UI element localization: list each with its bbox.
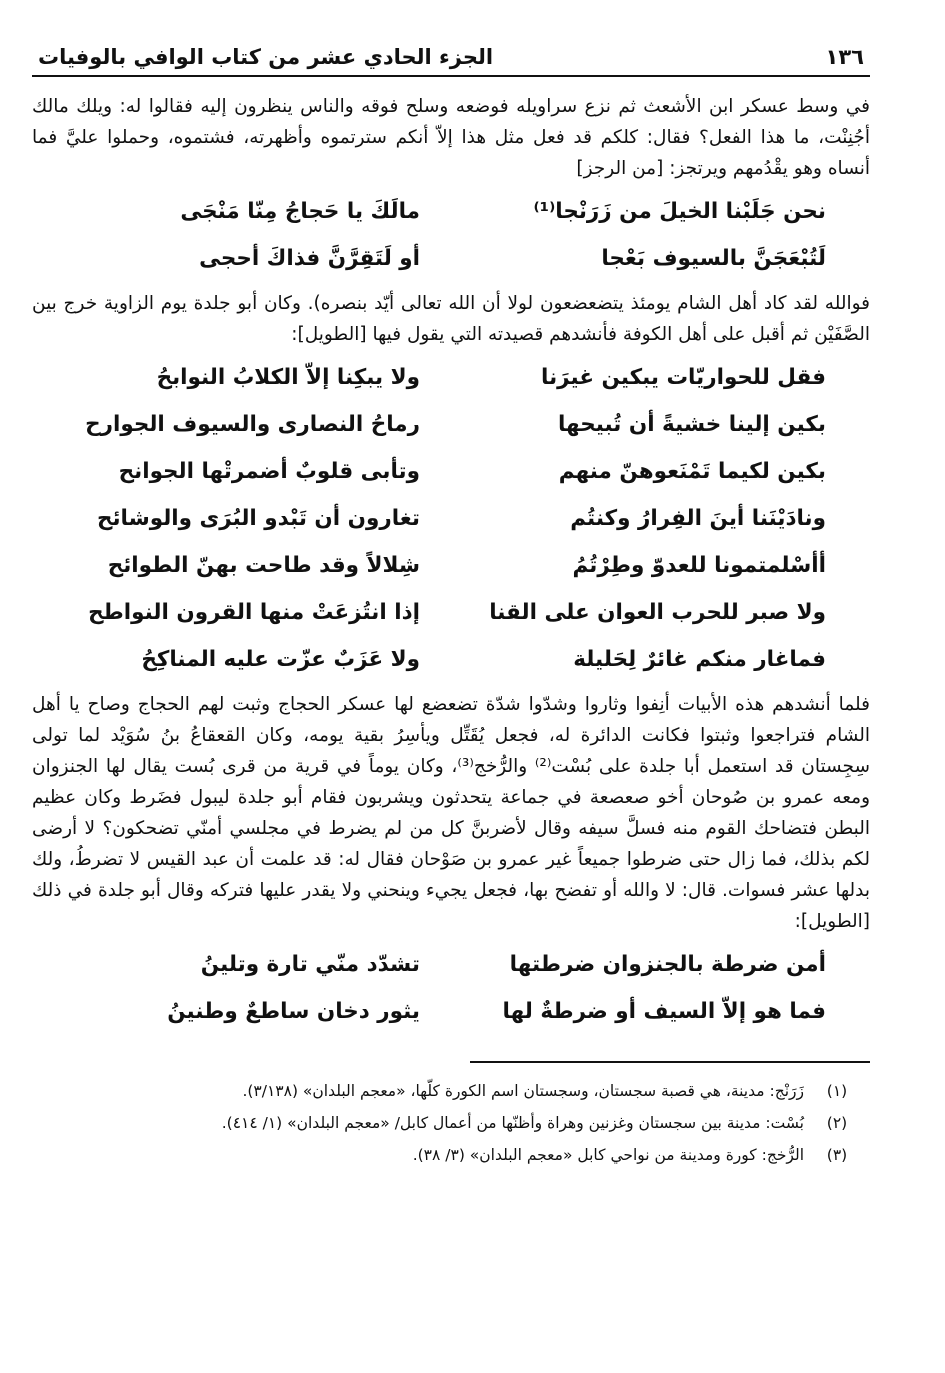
running-title: الجزء الحادي عشر من كتاب الوافي بالوفيات	[38, 45, 494, 69]
paragraph-3: فلما أنشدهم هذه الأبيات أنِفوا وثاروا وشدّوا شدّة تضعضع لها عسكر الحجاج وثبت لهم الحجاج وصاح يا أهل الشام فتراجعوا وثبتوا فكانت الدائرة له، فجعل يُقَتِّل ويأسِرُ بقية يومه، وكان القعقاعُ بنُ سُوَيْد لما تولى سِجِستان قد استعمل أبا جلدة على بُسْت⁽²⁾ والرُّخج⁽³⁾، وكان يوماً في قرية من قرى بُست يقال لها الجنزوان ومعه عمرو بن صُوحان أخو صعصعة في جماعة يتحدثون ويشربون فقام أبو جلدة ليبول فضَرط وكان عظيم البطن فتضاحك القوم منه فسلَّ سيفه وقال لأضربنَّ كل من لم يضرط في مجلسي أمنّي تضحكون؟ لا أرضى لكم بذلك، فما زال حتى ضرطوا جميعاً غير عمرو بن صَوْحان فقال له: قد علمت أن عبد القيس لا تضرطُ، ولك بدلها عشر فسوات. قال: لا والله أو تفضح بها، فجعل يجيء وينحني ولا يقدر عليها فتركه وقال أبو جلدة في ذلك [الطويل]:	[32, 694, 870, 932]
verse-first-hemistich: نحن جَلَبْنا الخيلَ من زَرَنْجا⁽¹⁾	[533, 199, 826, 224]
poem-tawil-2	[32, 941, 870, 1035]
verse-line	[32, 542, 870, 589]
footnote-text: بُسْت: مدينة بين سجستان وغزنين وهراة وأظنّها من أعمال كابل/ «معجم البلدان» (١/ ٤١٤).	[221, 1114, 804, 1132]
verse-second-hemistich: ولا يبكِنا إلاّ الكلابُ النوابحُ	[156, 365, 420, 390]
paragraph-1: في وسط عسكر ابن الأشعث ثم نزع سراويله فوضعه وسلح فوقه والناس ينظرون إليه فقالوا له: ويلك مالك أجُنِنْت، ما هذا الفعل؟ فقال: كلكم قد فعل مثل هذا إلاّ أنكم سترتموه وأظهرته، فشتموه، وحملوا عليَّ فما أنساه وهو يقْدُمهم ويرتجز: [من الرجز]	[32, 96, 870, 179]
verse-first-hemistich: ولا صبر للحرب العوان على القنا	[489, 600, 826, 625]
page-body	[32, 91, 870, 1035]
page-header	[32, 45, 870, 73]
footnote	[32, 1139, 870, 1171]
verse-line	[32, 401, 870, 448]
verse-first-hemistich: فما هو إلاّ السيف أو ضرطةٌ لها	[502, 999, 826, 1024]
poem-tawil-1	[32, 354, 870, 683]
header-divider	[32, 75, 870, 77]
verse-line	[32, 988, 870, 1035]
footnote-number: (١)	[826, 1082, 848, 1100]
footnotes	[32, 1075, 870, 1171]
verse-second-hemistich: وتأبى قلوبٌ أضمرتْها الجوانح	[118, 459, 420, 484]
verse-first-hemistich: فقل للحواريّات يبكين غيرَنا	[541, 365, 826, 390]
verse-second-hemistich: تغارون أن تَبْدو البُرَى والوشائح	[96, 506, 420, 531]
footnote	[32, 1107, 870, 1139]
verse-line	[32, 495, 870, 542]
verse-line	[32, 941, 870, 988]
poem-rajaz	[32, 188, 870, 282]
verse-second-hemistich: أو لَتَقِرَّنَّ فذاكَ أحجى	[199, 246, 420, 271]
verse-second-hemistich: شِلالاً وقد طاحت بهنّ الطوائح	[107, 553, 420, 578]
verse-first-hemistich: فماغار منكم غائرٌ لِحَليلة	[573, 647, 826, 672]
verse-line	[32, 636, 870, 683]
footnote-text: زَرَنْج: مدينة، هي قصبة سجستان، وسجستان اسم الكورة كلّها، «معجم البلدان» (٣/١٣٨).	[242, 1082, 804, 1100]
verse-second-hemistich: تشدّد منّي تارة وتلينُ	[200, 952, 420, 977]
verse-first-hemistich: أمن ضرطة بالجنزوان ضرطتها	[509, 952, 826, 977]
page-number: ١٣٦	[825, 45, 864, 69]
footnote	[32, 1075, 870, 1107]
verse-first-hemistich: بكين إلينا خشيةً أن تُبيحها	[557, 412, 826, 437]
verse-first-hemistich: ونادَيْنَنا أينَ الفِرارُ وكنتُم	[570, 506, 826, 531]
footnote-number: (٣)	[826, 1146, 848, 1164]
book-page	[32, 45, 870, 1171]
verse-first-hemistich: بكين لكيما تَمْنَعوهنّ منهم	[558, 459, 826, 484]
verse-line	[32, 448, 870, 495]
verse-second-hemistich: يثور دخان ساطعٌ وطنينُ	[167, 999, 420, 1024]
verse-second-hemistich: إذا انتُزعَتْ منها القرون النواطح	[88, 600, 420, 625]
verse-line	[32, 188, 870, 235]
footnote-text: الرُّخج: كورة ومدينة من نواحي كابل «معجم البلدان» (٣/ ٣٨).	[412, 1146, 804, 1164]
verse-first-hemistich: أأسْلمتمونا للعدوّ وطِرْتُمُ	[572, 553, 826, 578]
verse-second-hemistich: ولا عَزَبٌ عزّت عليه المناكِحُ	[141, 647, 420, 672]
verse-line	[32, 235, 870, 282]
paragraph-2: فوالله لقد كاد أهل الشام يومئذ يتضعضعون لولا أن الله تعالى أيّد بنصره). وكان أبو جلدة يوم الزاوية خرج بين الصَّفَيْن ثم أقبل على أهل الكوفة فأنشدهم قصيدته التي يقول فيها [الطويل]:	[32, 293, 870, 345]
footnote-divider	[470, 1061, 870, 1063]
footnote-number: (٢)	[826, 1114, 848, 1132]
verse-first-hemistich: لَتُبْعَجَنَّ بالسيوف بَعْجا	[601, 246, 826, 271]
verse-line	[32, 354, 870, 401]
verse-line	[32, 589, 870, 636]
verse-second-hemistich: مالَكَ يا حَجاجُ مِنّا مَنْجَى	[180, 199, 420, 224]
verse-second-hemistich: رماحُ النصارى والسيوف الجوارح	[85, 412, 420, 437]
